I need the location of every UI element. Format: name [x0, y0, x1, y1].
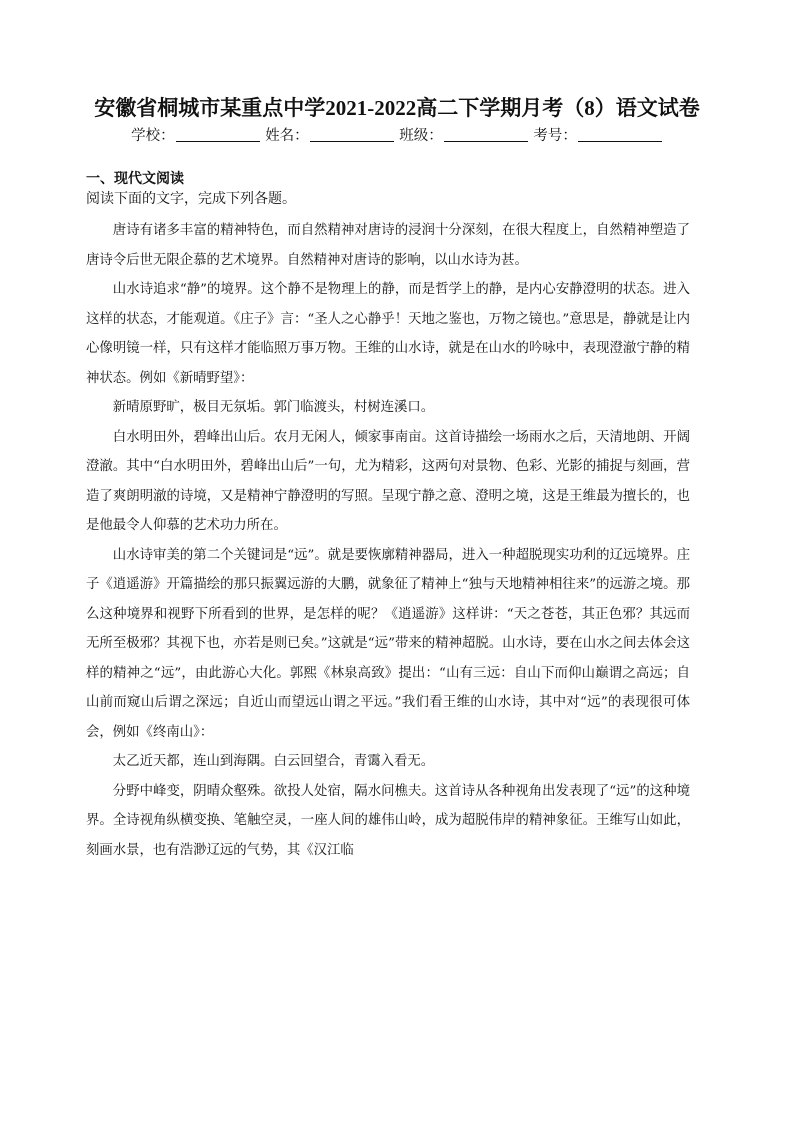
poem-line: 新晴原野旷，极目无氛垢。郭门临渡头，村树连溪口。	[112, 400, 435, 415]
passage-paragraph: 山水诗追求“静”的境界。这个静不是物理上的静，而是哲学上的静，是内心安静澄明的状态。进入这样的状态，才能观道。《庄子》言：“圣人之心静乎！天地之鉴也，万物之镜也。”意思是，静就是让内心像明镜一样，只有这样才能临照万事万物。王维的山水诗，就是在山水的吟咏中，表现澄澈宁静的精神状态。例如《新晴野望》：	[86, 282, 690, 386]
exam-number-blank[interactable]	[578, 127, 662, 142]
student-info-line	[0, 124, 794, 145]
name-label: 姓名：	[265, 128, 309, 144]
school-label: 学校：	[131, 128, 175, 144]
name-blank[interactable]	[310, 127, 394, 142]
poem-line: 太乙近天都，连山到海隅。白云回望合，青霭入看无。	[112, 754, 435, 769]
class-label: 班级：	[399, 128, 443, 144]
exam-number-label: 考号：	[533, 128, 577, 144]
passage-paragraph: 白水明田外，碧峰出山后。农月无闲人，倾家事南亩。这首诗描绘一场雨水之后，天清地朗、开阔澄澈。其中“白水明田外，碧峰出山后”一句，尤为精彩，这两句对景物、色彩、光影的捕捉与刻画，营造了爽朗明澈的诗境，又是精神宁静澄明的写照。呈现宁静之意、澄明之境，这是王维最为擅长的，也是他最令人仰慕的艺术功力所在。	[86, 429, 690, 533]
section-heading: 一、现代文阅读	[86, 171, 184, 187]
school-blank[interactable]	[176, 127, 260, 142]
passage-paragraph: 山水诗审美的第二个关键词是“远”。就是要恢廓精神器局，进入一种超脱现实功利的辽远境界。庄子《逍遥游》开篇描绘的那只振翼远游的大鹏，就象征了精神上“独与天地精神相往来”的远游之境。那么这种境界和视野下所看到的世界，是怎样的呢？《逍遥游》这样讲：“天之苍苍，其正色邪？其远而无所至极邪？其视下也，亦若是则已矣。”这就是“远”带来的精神超脱。山水诗，要在山水之间去体会这样的精神之“远”，由此游心大化。郭熙《林泉高致》提出：“山有三远：自山下而仰山巅谓之高远；自山前而窥山后谓之深远；自近山而望远山谓之平远。”我们看王维的山水诗，其中对“远”的表现很可体会，例如《终南山》：	[86, 547, 690, 740]
reading-passage	[86, 216, 690, 865]
class-blank[interactable]	[444, 127, 528, 142]
exam-title: 安徽省桐城市某重点中学2021-2022高二下学期月考（8）语文试卷	[94, 96, 700, 120]
section-instruction: 阅读下面的文字，完成下列各题。	[86, 191, 296, 207]
passage-paragraph: 唐诗有诸多丰富的精神特色，而自然精神对唐诗的浸润十分深刻，在很大程度上，自然精神塑造了唐诗令后世无限企慕的艺术境界。自然精神对唐诗的影响，以山水诗为甚。	[86, 223, 690, 268]
passage-paragraph: 分野中峰变，阴晴众壑殊。欲投人处宿，隔水问樵夫。这首诗从各种视角出发表现了“远”的这种境界。全诗视角纵横变换、笔触空灵，一座人间的雄伟山岭，成为超脱伟岸的精神象征。王维写山如此，刻画水景，也有浩渺辽远的气势，其《汉江临	[86, 783, 690, 858]
